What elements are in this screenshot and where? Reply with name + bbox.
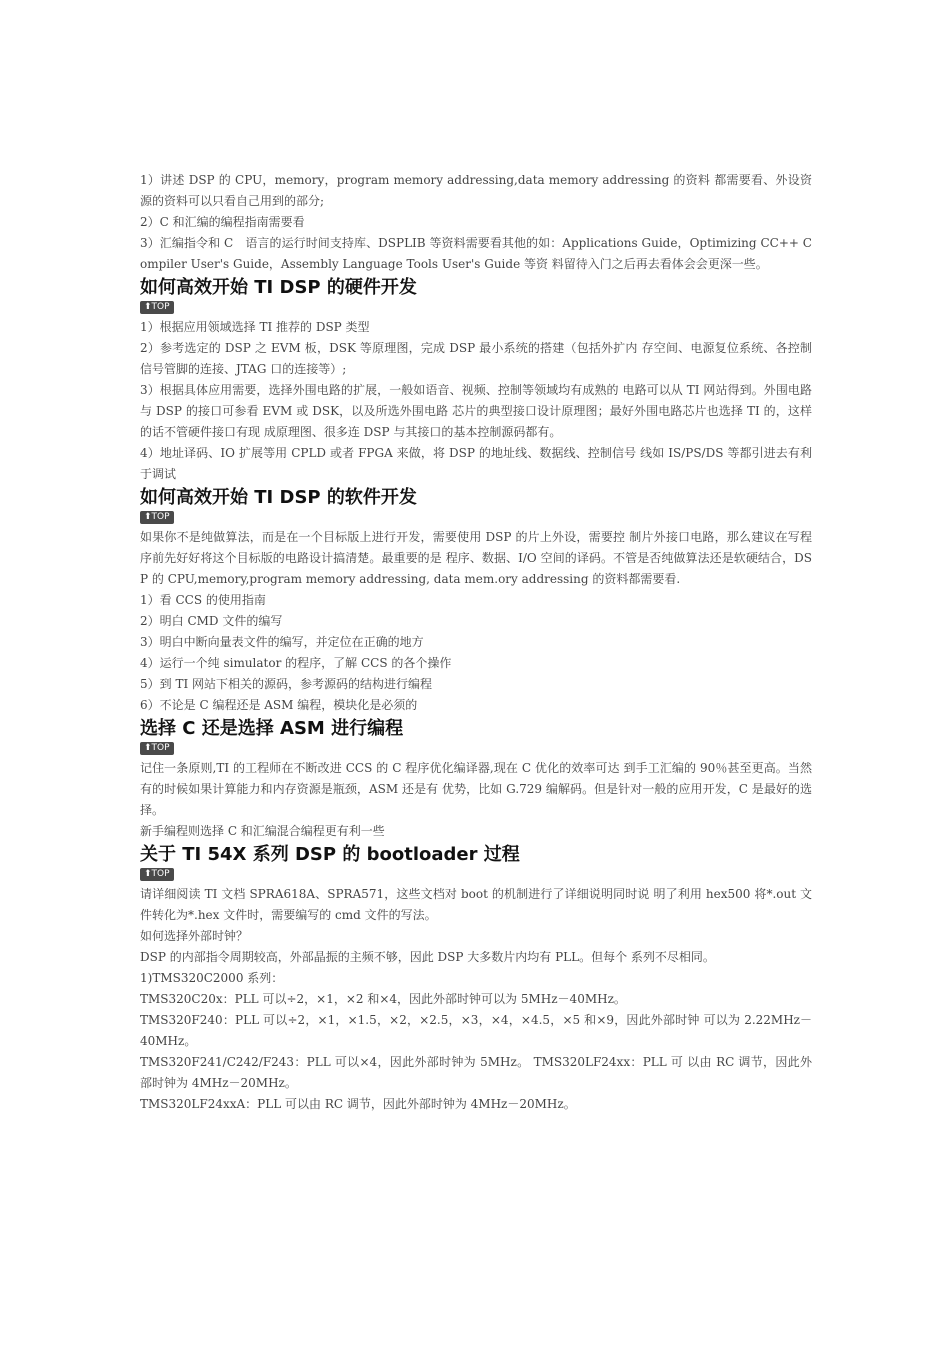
- arrow-up-icon: ⬆: [144, 743, 152, 753]
- paragraph: TMS320F241/C242/F243：PLL 可以×4，因此外部时钟为 5MHz。 TMS320LF24xx：PLL 可 以由 RC 调节，因此外部时钟为 4MHz－20MHz。: [140, 1055, 812, 1090]
- paragraph: 3）汇编指令和 C 语言的运行时间支持库、DSPLIB 等资料需要看其他的如：Applications Guide，Optimizing CC++ Compiler User's Guide，Assembly Language Tools User's Guide 等资 料留待入门之后再去看体会会更深一些。: [140, 236, 812, 271]
- paragraph: 3）根据具体应用需要，选择外围电路的扩展，一般如语音、视频、控制等领域均有成熟的 电路可以从 TI 网站得到。外围电路与 DSP 的接口可参看 EVM 或 DSK，以及所选外围电路 芯片的典型接口设计原理图；最好外围电路芯片也选择 TI 的，这样的话不管硬件接口有现 成原理图、很多连 DSP 与其接口的基本控制源码都有。: [140, 383, 812, 439]
- section-title: 关于 TI 54X 系列 DSP 的 bootloader 过程: [140, 844, 520, 865]
- paragraph: 1）根据应用领域选择 TI 推荐的 DSP 类型: [140, 320, 370, 334]
- section-title: 如何高效开始 TI DSP 的软件开发: [140, 487, 417, 508]
- paragraph: 2）明白 CMD 文件的编写: [140, 614, 283, 628]
- paragraph: 5）到 TI 网站下相关的源码，参考源码的结构进行编程: [140, 677, 433, 691]
- paragraph: TMS320LF24xxA：PLL 可以由 RC 调节，因此外部时钟为 4MHz－20MHz。: [140, 1097, 576, 1111]
- paragraph: 如果你不是纯做算法，而是在一个目标版上进行开发，需要使用 DSP 的片上外设，需要控 制片外接口电路，那么建议在写程序前先好好将这个目标版的电路设计搞清楚。最重要的是 程序、数据、I/O 空间的译码。不管是否纯做算法还是软硬结合，DSP 的 CPU,memory,program memory addressing, data mem.ory addressing 的资料都需要看.: [140, 530, 812, 586]
- paragraph: 4）运行一个纯 simulator 的程序，了解 CCS 的各个操作: [140, 656, 452, 670]
- paragraph: TMS320F240：PLL 可以÷2，×1，×1.5，×2，×2.5，×3，×4，×4.5，×5 和×9，因此外部时钟 可以为 2.22MHz－40MHz。: [140, 1013, 812, 1048]
- back-to-top-link[interactable]: ⬆TOP: [140, 301, 174, 314]
- section-bootloader: [140, 842, 812, 1115]
- paragraph: 记住一条原则,TI 的工程师在不断改进 CCS 的 C 程序优化编译器,现在 C 优化的效率可达 到手工汇编的 90％甚至更高。当然有的时候如果计算能力和内存资源是瓶颈，ASM 还是有 优势，比如 G.729 编解码。但是针对一般的应用开发，C 是最好的选择。: [140, 761, 812, 817]
- paragraph: 4）地址译码、IO 扩展等用 CPLD 或者 FPGA 来做，将 DSP 的地址线、数据线、控制信号 线如 IS/PS/DS 等都引进去有利于调试: [140, 446, 812, 481]
- paragraph: 请详细阅读 TI 文档 SPRA618A、SPRA571，这些文档对 boot 的机制进行了详细说明同时说 明了利用 hex500 将*.out 文件转化为*.hex 文件时，需要编写的 cmd 文件的写法。: [140, 887, 812, 922]
- paragraph: 2）C 和汇编的编程指南需要看: [140, 215, 305, 229]
- paragraph: 1)TMS320C2000 系列：: [140, 971, 284, 985]
- paragraph: 6）不论是 C 编程还是 ASM 编程，模块化是必须的: [140, 698, 418, 712]
- arrow-up-icon: ⬆: [144, 302, 152, 312]
- document-page: [140, 170, 812, 1115]
- section-title: 如何高效开始 TI DSP 的硬件开发: [140, 277, 417, 298]
- paragraph: 1）看 CCS 的使用指南: [140, 593, 266, 607]
- back-to-top-link[interactable]: ⬆TOP: [140, 742, 174, 755]
- paragraph: 3）明白中断向量表文件的编写，并定位在正确的地方: [140, 635, 424, 649]
- back-to-top-link[interactable]: ⬆TOP: [140, 511, 174, 524]
- section-c-or-asm: [140, 716, 812, 842]
- arrow-up-icon: ⬆: [144, 869, 152, 879]
- arrow-up-icon: ⬆: [144, 512, 152, 522]
- section-title: 选择 C 还是选择 ASM 进行编程: [140, 718, 404, 739]
- section-software: [140, 485, 812, 716]
- paragraph: 新手编程则选择 C 和汇编混合编程更有利一些: [140, 824, 385, 838]
- intro-block: [140, 170, 812, 275]
- paragraph: DSP 的内部指令周期较高，外部晶振的主频不够，因此 DSP 大多数片内均有 PLL。但每个 系列不尽相同。: [140, 950, 715, 964]
- paragraph: 如何选择外部时钟？: [140, 929, 249, 943]
- paragraph: 2）参考选定的 DSP 之 EVM 板，DSK 等原理图，完成 DSP 最小系统的搭建（包括外扩内 存空间、电源复位系统、各控制信号管脚的连接、JTAG 口的连接等）;: [140, 341, 812, 376]
- paragraph: 1）讲述 DSP 的 CPU，memory，program memory addressing,data memory addressing 的资料 都需要看、外设资源的资料可以只看自己用到的部分;: [140, 173, 812, 208]
- paragraph: TMS320C20x：PLL 可以÷2，×1，×2 和×4，因此外部时钟可以为 5MHz－40MHz。: [140, 992, 626, 1006]
- back-to-top-link[interactable]: ⬆TOP: [140, 868, 174, 881]
- section-hardware: [140, 275, 812, 485]
